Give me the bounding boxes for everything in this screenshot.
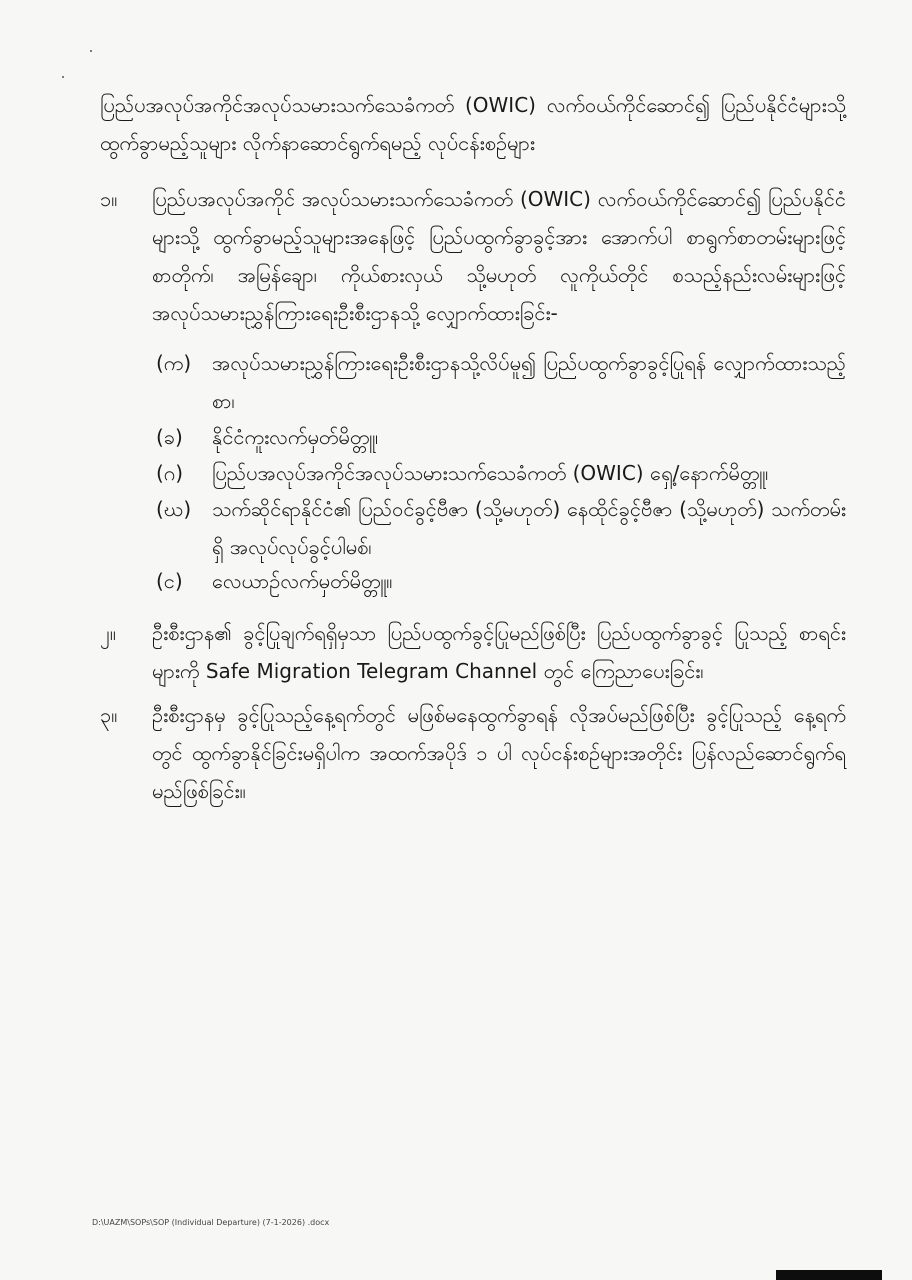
subitem-text: အလုပ်သမားညွှန်ကြားရေးဦးစီးဌာနသို့လိပ်မူ၍ ပြည်ပထွက်ခွာခွင့်ပြုရန် လျှောက်ထားသည့်စာ၊ bbox=[212, 351, 846, 413]
section-number: ၂။ bbox=[100, 621, 116, 645]
section-number: ၃။ bbox=[100, 703, 118, 727]
file-path-footer: D:\UAZM\SOPs\SOP (Individual Departure) (7-1-2026) .docx bbox=[92, 1218, 330, 1227]
section-number: ၁။ bbox=[100, 187, 118, 211]
subitem-label: (ခ) bbox=[156, 425, 183, 449]
section-text: ပြည်ပအလုပ်အကိုင် အလုပ်သမားသက်သေခံကတ် (OWIC) လက်ဝယ်ကိုင်ဆောင်၍ ပြည်ပနိုင်ငံများသို့ ထွက်ခွာမည့်သူများအနေဖြင့် ပြည်ပထွက်ခွာခွင့်အား အောက်ပါ စာရွက်စာတမ်းများဖြင့် စာတိုက်၊ အမြန်ချော၊ ကိုယ်စားလှယ် သို့မဟုတ် လူကိုယ်တိုင် စသည့်နည်းလမ်းများဖြင့် အလုပ်သမားညွှန်ကြားရေးဦးစီးဌာနသို့ လျှောက်ထားခြင်း- bbox=[152, 187, 846, 325]
section-text: ဦးစီးဌာန၏ ခွင့်ပြုချက်ရရှိမှသာ ပြည်ပထွက်ခွင့်ပြုမည်ဖြစ်ပြီး ပြည်ပထွက်ခွာခွင့် ပြုသည့် စာရင်းများကို Safe Migration Telegram Channel တွင် ကြေညာပေးခြင်း၊ bbox=[152, 621, 846, 683]
subitem-text: ပြည်ပအလုပ်အကိုင်အလုပ်သမားသက်သေခံကတ် (OWIC) ရှေ့/နောက်မိတ္တူ၊ bbox=[212, 461, 769, 485]
subitem-text: လေယာဉ်လက်မှတ်မိတ္တူ။ bbox=[212, 569, 393, 593]
subitem-text: နိုင်ငံကူးလက်မှတ်မိတ္တူ၊ bbox=[212, 425, 379, 449]
section-text: ဦးစီးဌာနမှ ခွင့်ပြုသည့်နေ့ရက်တွင် မဖြစ်မနေထွက်ခွာရန် လိုအပ်မည်ဖြစ်ပြီး ခွင့်ပြုသည့် နေ့ရက်တွင် ထွက်ခွာနိုင်ခြင်းမရှိပါက အထက်အပိုဒ် ၁ ပါ လုပ်ငန်းစဉ်များအတိုင်း ပြန်လည်ဆောင်ရွက်ရမည်ဖြစ်ခြင်း။ bbox=[152, 703, 846, 803]
scan-speck bbox=[90, 50, 92, 52]
subitem-label: (င) bbox=[156, 569, 183, 593]
scan-edge-mark bbox=[776, 1270, 882, 1280]
subitem-label: (က) bbox=[156, 351, 192, 375]
scan-speck bbox=[62, 76, 64, 78]
document-title: ပြည်ပအလုပ်အကိုင်အလုပ်သမားသက်သေခံကတ် (OWIC) လက်ဝယ်ကိုင်ဆောင်၍ ပြည်ပနိုင်ငံများသို့ ထွက်ခွာမည့်သူများ လိုက်နာဆောင်ရွက်ရမည့် လုပ်ငန်းစဉ်များ bbox=[100, 93, 846, 155]
subitem-label: (ဂ) bbox=[156, 461, 184, 485]
subitem-label: (ဃ) bbox=[156, 497, 192, 521]
subitem-text: သက်ဆိုင်ရာနိုင်ငံ၏ ပြည်ဝင်ခွင့်ဗီဇာ (သို့မဟုတ်) နေထိုင်ခွင့်ဗီဇာ (သို့မဟုတ်) သက်တမ်းရှိ အလုပ်လုပ်ခွင့်ပါမစ်၊ bbox=[212, 497, 846, 559]
